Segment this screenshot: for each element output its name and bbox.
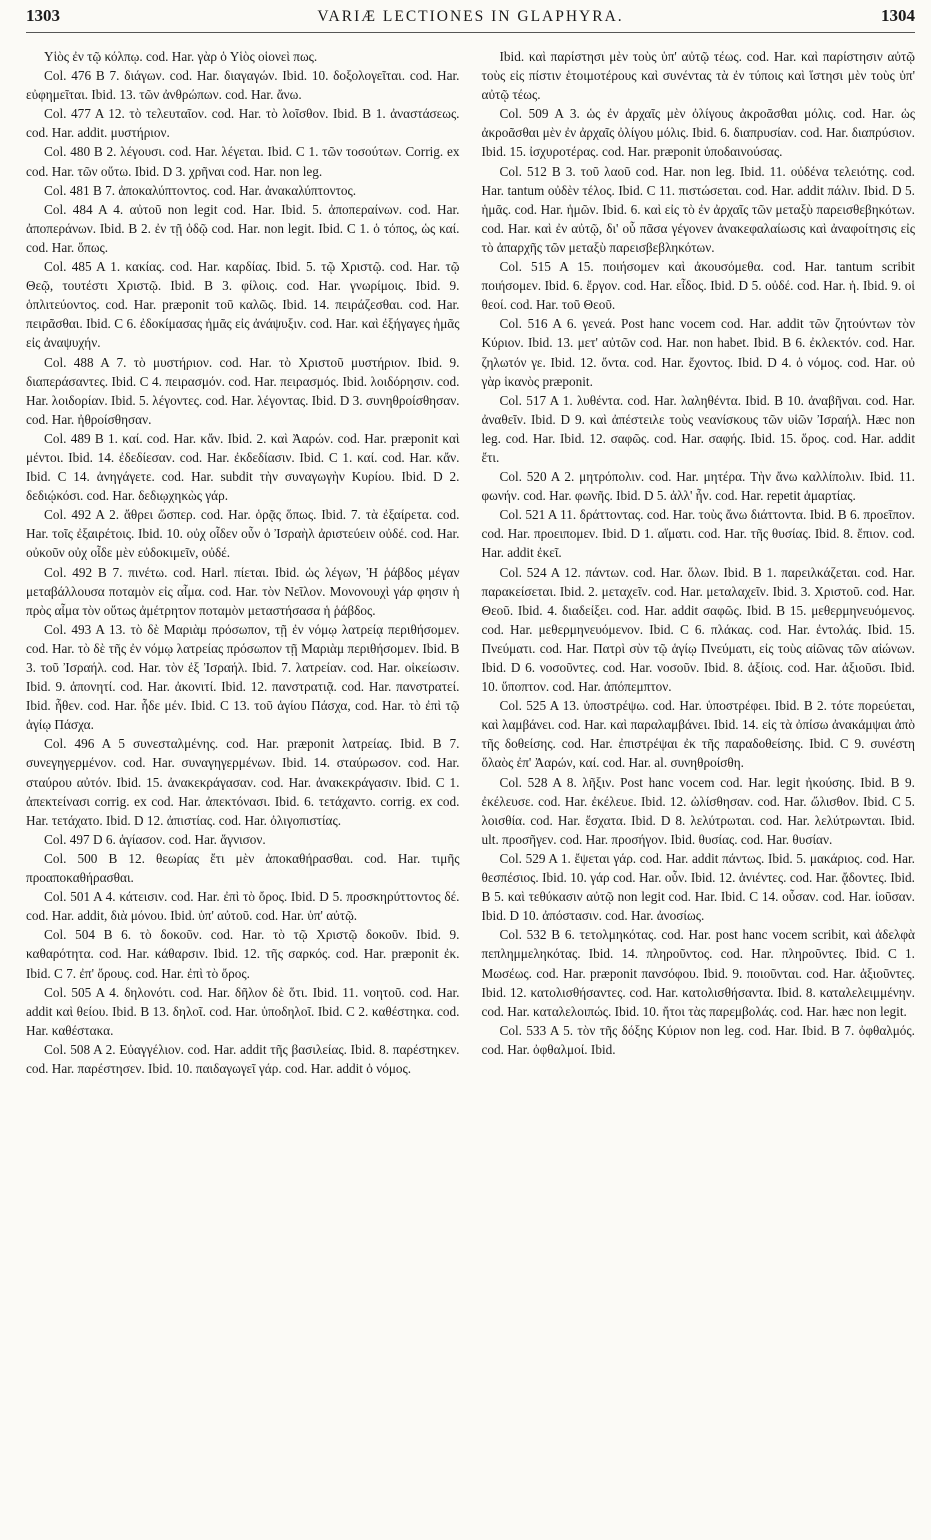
variant-entry: Col. 504 B 6. τὸ δοκοῦν. cod. Har. τὸ τῷ Χριστῷ δοκοῦν. Ibid. 9. καθαρότητα. cod. Har. κάθαρσιν. Ibid. 12. τῆς σαρκός. cod. Har. præponit ἐκ. Ibid. C 7. ἐπ' ὄρους. cod. Har. ἐπὶ τὸ ὄρος. — [26, 927, 460, 981]
variant-entry: Col. 488 A 7. τὸ μυστήριον. cod. Har. τὸ Χριστοῦ μυστήριον. Ibid. 9. διαπεράσαντες. Ibid. C 4. πειρασμόν. cod. Har. πειρασμός. Ibid. λοιδόρησιν. cod. Har. λοιδορίαν. Ibid. 5. λέγοντες. cod. Har. λέγοντας. Ibid. D 3. συνηθροίσθησαν. cod. Har. ἠθροίσθησαν. — [26, 354, 460, 427]
right-column — [482, 47, 916, 1078]
variant-entry: Col. 489 B 1. καί. cod. Har. κἄν. Ibid. 2. καὶ Ἀαρών. cod. Har. præponit καὶ μέντοι. Ibid. 14. ἐδεδίεσαν. cod. Har. ἐκδεδίασιν. Ibid. C 1. καί. cod. Har. κἄν. Ibid. C 14. ἀνηγάγετε. cod. Har. subdit τὴν συναγωγὴν Κυρίου. Ibid. D 2. δεδιῴκόσι. cod. Har. δεδιῳχηκὼς γάρ. — [26, 430, 460, 504]
variant-entry: Col. 509 A 3. ὡς ἐν ἀρχαῖς μὲν ὀλίγους ἀκροᾶσθαι μόλις. cod. Har. ὡς ἀκροᾶσθαι μὲν ἐν ἀρχαῖς ὀλίγου μόλις. Ibid. 6. διαπρυσίαν. cod. Har. διαπρύσιον. Ibid. 15. ἰσχυροτέρας. cod. Har. præponit ὑποδαινούσας. — [481, 106, 915, 160]
variant-entry: Col. 484 A 4. αὐτοῦ non legit cod. Har. Ibid. 5. ἀποπεραίνων. cod. Har. ἀποπεράνων. Ibid. B 2. ἐν τῇ ὁδῷ cod. Har. non legit. Ibid. C 1. ὁ τόπος, ὡς καί. cod. Har. ὅπως. — [26, 201, 460, 255]
variant-entry: Col. 500 B 12. θεωρίας ἔτι μὲν ἀποκαθήρασθαι. cod. Har. τιμῆς προαποκαθήρασθαι. — [26, 850, 460, 886]
variant-entry: Col. 492 A 2. ἄθρει ὥσπερ. cod. Har. ὁρᾷς ὅπως. Ibid. 7. τὰ ἐξαίρετα. cod. Har. τοῖς ἐξαιρέτοις. Ibid. 10. οὐχ οἶδεν οὖν ὁ Ἰσραὴλ ἀριστεύειν οὐδέ. cod. Har. οὐκοῦν οὐχ οἶδε μὲν εὐδοκιμεῖν, οὐδέ. — [26, 507, 460, 561]
variant-entry: Col. 481 B 7. ἀποκαλύπτοντος. cod. Har. ἀνακαλύπτοντος. — [44, 182, 357, 198]
variant-entry: Col. 532 B 6. τετολμηκότας. cod. Har. post hanc vocem scribit, καὶ ἀδελφὰ πεπλημμεληκότας. Ibid. 14. πληροῦντος. cod. Har. πληροῦντες. Ibid. C 1. Μωσέως. cod. Har. præponit πανσόφου. Ibid. 9. ποιοῦνται. cod. Har. ἀξιοῦντες. Ibid. 12. κατολισθήσαντες. cod. Har. κατολισθήσαντα. Ibid. 8. καταλελειμμένην. cod. Har. καταλελοιπώς. Ibid. 10. ἤτοι τὰς παρεμβολάς. cod. Har. hæc non legit. — [481, 927, 915, 1019]
variant-entry: Col. 496 A 5 συνεσταλμένης. cod. Har. præponit λατρείας. Ibid. B 7. συνεγηγερμένον. cod. Har. συναγηγερμένων. Ibid. 14. σταύρωσον. cod. Har. σταύρου αὐτόν. Ibid. 15. ἀνακεκράγασαν. cod. Har. ἀνακεκράγασιν. Ibid. C 1. ἀπεκτείνασι corrig. ex cod. Har. ἀπεκτόνασι. Ibid. 6. τετάχαντο. corrig. ex cod. Har. τετάχατο. Ibid. D 12. ἀπιστίας. cod. Har. ὀλιγοπιστίας. — [26, 736, 460, 828]
right-page-number: 1304 — [881, 6, 915, 25]
variant-entry: Col. 485 A 1. κακίας. cod. Har. καρδίας. Ibid. 5. τῷ Χριστῷ. cod. Har. τῷ Θεῷ, τουτέστι Χριστῷ. Ibid. B 3. φίλοις. cod. Har. γνωρίμοις. Ibid. 9. ὁπλιτεύοντος. cod. Har. præponit τοῦ καλῶς. Ibid. 14. πειράζεσθαι. cod. Har. πειρᾶσθαι. Ibid. C 6. ἐδοκίμασας ἡμᾶς εἰς ἀνάψυξιν. cod. Har. καὶ ἐξήγαγες ἡμᾶς εἰς ἀναψυχήν. — [26, 259, 460, 351]
variant-entry: Col. 515 A 15. ποιήσομεν καὶ ἀκουσόμεθα. cod. Har. tantum scribit ποιήσομεν. Ibid. 6. ἔργον. cod. Har. εἶδος. Ibid. D 5. οὐδέ. cod. Har. ἡ. Ibid. 9. οἱ θεοί. cod. Har. τοῦ Θεοῦ. — [481, 259, 915, 313]
variant-entry: Col. 529 A 1. ἔψεται γάρ. cod. Har. addit πάντως. Ibid. 5. μακάριος. cod. Har. θεσπέσιος. Ibid. 10. γάρ cod. Har. οὖν. Ibid. 12. ἀνιέντες. cod. Har. ᾄδοντες. Ibid. B 5. καὶ τεθύκασιν αὐτῷ non legit cod. Har. Ibid. C 14. οὖσαν. cod. Har. ἰοῦσαν. Ibid. D 10. ἀπόστασιν. cod. Har. ἀνοσίως. — [481, 850, 915, 924]
left-column — [26, 47, 460, 1078]
variant-entry: Col. 516 A 6. γενεά. Post hanc vocem cod. Har. addit τῶν ζητούντων τὸν Κύριον. Ibid. 13. μετ' αὐτῶν cod. Har. non habet. Ibid. B 6. ἐκλεκτόν. cod. Har. ζηλωτόν γε. Ibid. 12. ὄντα. cod. Har. ἔχοντος. Ibid. D 4. ὁ νόμος. cod. Har. οὐ γὰρ ἱκανὸς præponit. — [481, 316, 915, 389]
variant-entry: Col. 505 A 4. δηλονότι. cod. Har. δῆλον δὲ ὅτι. Ibid. 11. νοητοῦ. cod. Har. addit καὶ θείου. Ibid. B 13. δηλοῖ. cod. Har. ὑποδηλοῖ. Ibid. C 2. καθέστηκα. cod. Har. καθέστακα. — [26, 984, 460, 1038]
variant-entry: Υἱὸς ἐν τῷ κόλπῳ. cod. Har. γὰρ ὁ Υἱὸς οἱονεὶ πως. — [44, 49, 318, 64]
variant-entry: Col. 476 B 7. διάγων. cod. Har. διαγαγών. Ibid. 10. δοξολογεῖται. cod. Har. εὐφημεῖται. Ibid. 13. τῶν ἀνθρώπων. cod. Har. ἄνω. — [26, 68, 460, 103]
variant-entry: Ibid. καὶ παρίστησι μὲν τοὺς ὑπ' αὐτῷ τέως. cod. Har. καὶ παρίστησιν αὐτῷ τοὺς εἰς πίστιν ἑτοιμοτέρους καὶ συνέντας τὰ ἐν τύποις καὶ ἵστησι μὲν τοὺς ὑπ' αὐτῷ τέως. — [481, 49, 915, 103]
variant-entry: Col. 524 A 12. πάντων. cod. Har. ὅλων. Ibid. B 1. παρειλκάζεται. cod. Har. παρακείσεται. Ibid. 2. μεταχεῖν. cod. Har. μεταλαχεῖν. Ibid. 3. Χριστοῦ. cod. Har. Θεοῦ. Ibid. 4. διαδείξει. cod. Har. addit σαφῶς. Ibid. B 15. μεθερμηνευόμενος. cod. Har. μεθερμηνευόμενον. Ibid. C 6. πλάκας. cod. Har. ἐντολάς. Ibid. 15. Πνεύματι. cod. Har. Πατρὶ σὺν τῷ ἁγίῳ Πνεύματι, εἰς τοὺς αἰῶνας τῶν αἰώνων. Ibid. D 6. νοσοῦντες. cod. Har. νοσοῦν. Ibid. 8. ἀξίοις. cod. Har. ἀξιοῦσι. Ibid. 10. ὕποπτον. cod. Har. ἀπόπεμπτον. — [481, 564, 915, 695]
variant-entry: Col. 480 B 2. λέγουσι. cod. Har. λέγεται. Ibid. C 1. τῶν τοσούτων. Corrig. ex cod. Har. τῶν οὕτω. Ibid. D 3. χρῆναι cod. Har. non leg. — [26, 144, 460, 179]
variant-entry: Col. 493 A 13. τὸ δὲ Μαριὰμ πρόσωπον, τῇ ἐν νόμῳ λατρείᾳ περιθήσομεν. cod. Har. τὸ δὲ τῆς ἐν νόμῳ λατρείας πρόσωπον τῇ Μαριὰμ περιθήσομεν. Ibid. B 3. τοῦ Ἰσραήλ. cod. Har. τὸν ἐξ Ἰσραήλ. Ibid. 7. λατρείαν. cod. Har. οἰκείωσιν. Ibid. 9. ἀπονητί. cod. Har. ἀκονιτί. Ibid. 12. πανστρατιᾷ. cod. Har. πανστρατεί. Ibid. ἧθεν. cod. Har. ἧδε μέν. Ibid. C 13. τοῦ ἁγίου Πάσχα, cod. Har. τὸ ἐπὶ τῷ ἁγίῳ Πάσχα. — [26, 621, 460, 733]
variant-entry: Col. 508 A 2. Εὐαγγέλιον. cod. Har. addit τῆς βασιλείας. Ibid. 8. παρέστηκεν. cod. Har. παρέστησεν. Ibid. 10. παιδαγωγεῖ γάρ. cod. Har. addit ὁ νόμος. — [26, 1041, 460, 1076]
variant-entry: Col. 477 A 12. τὸ τελευταῖον. cod. Har. τὸ λοῖσθον. Ibid. B 1. ἀναστάσεως. cod. Har. addit. μυστήριον. — [26, 106, 460, 141]
left-page-number: 1303 — [26, 6, 60, 25]
variant-entry: Col. 501 A 4. κάτεισιν. cod. Har. ἐπὶ τὸ ὄρος. Ibid. D 5. προσκηρύττοντος δέ. cod. Har. addit, διὰ μόνου. Ibid. ὑπ' αὐτοῦ. cod. Har. ὑπ' αὐτῷ. — [26, 889, 460, 924]
variant-entry: Col. 533 A 5. τὸν τῆς δόξης Κύριον non leg. cod. Har. Ibid. B 7. ὀφθαλμός. cod. Har. ὀφθαλμοί. Ibid. — [481, 1022, 915, 1057]
variant-entry: Col. 520 A 2. μητρόπολιν. cod. Har. μητέρα. Τὴν ἄνω καλλίπολιν. Ibid. 11. φωνήν. cod. Har. φωνῆς. Ibid. D 5. ἀλλ' ἦν. cod. Har. repetit ἁμαρτίας. — [481, 469, 915, 504]
variant-entry: Col. 528 A 8. λῆξιν. Post hanc vocem cod. Har. legit ἠκούσης. Ibid. B 9. ἐκέλευσε. cod. Har. ἐκέλευε. Ibid. 12. ὠλίσθησαν. cod. Har. ὤλισθον. Ibid. C 5. λοισθία. cod. Har. ἔσχατα. Ibid. D 8. λελύτρωται. cod. Har. λελύτρωνται. Ibid. ult. προσῆγεν. cod. Har. προσήγον. Ibid. θυσίας. cod. Har. θυσίαν. — [481, 774, 915, 847]
variant-entry: Col. 512 B 3. τοῦ λαοῦ cod. Har. non leg. Ibid. 11. οὐδένα τελειότης. cod. Har. tantum οὐδὲν τέλος. Ibid. C 11. πιστώσεται. cod. Har. addit πάλιν. Ibid. D 5. ἡμᾶς. cod. Har. ἡμῶν. Ibid. 6. καὶ εἰς τὸ ἐν ἀρχαῖς τῶν μεταξὺ παρεισθεβηκότων. cod. Har. καὶ ἐν αὐτῷ, δι' οὗ πᾶσα γέγονεν ἀνακεφαλαίωσις καὶ ἀναφοίτησις εἰς τὸ ἀπαρχῆς τῶν μεταξὺ παρεισβεβληκότων. — [481, 163, 915, 255]
variant-entry: Col. 521 A 11. δράττοντας. cod. Har. τοὺς ἄνω διάττοντα. Ibid. B 6. προεῖπον. cod. Har. προειπομεν. Ibid. D 1. αἵματι. cod. Har. τῆς θυσίας. Ibid. 8. ἔπιον. cod. Har. addit ἐκεῖ. — [481, 507, 915, 561]
variant-entry: Col. 492 B 7. πινέτω. cod. Harl. πίεται. Ibid. ὡς λέγων, Ἡ ῥάβδος μέγαν μεταβάλλουσα ποταμὸν εἰς αἷμα. cod. Har. τὸν Νεῖλον. Μονονουχὶ γάρ φησιν ἡ πρὸς αἷμα τὸν οὕτως ἀμέτρητον ποταμὸν μεταστήσασα ἡ ῥάβδος. — [26, 564, 460, 618]
variant-entry: Col. 497 D 6. ἁγίασον. cod. Har. ἅγνισον. — [44, 831, 266, 847]
running-header — [26, 6, 915, 33]
two-column-body — [26, 47, 915, 1078]
running-title: VARIÆ LECTIONES IN GLAPHYRA. — [317, 8, 624, 25]
variant-entry: Col. 525 A 13. ὑποστρέψω. cod. Har. ὑποστρέφει. Ibid. B 2. τότε πορεύεται, καὶ λαμβάνει. cod. Har. καὶ παραλαμβάνει. Ibid. 14. εἰς τὰ ὀπίσω ἀνακάμψαι ἀπὸ τῆς δοθείσης. cod. Har. ἐπιστρέψαι ἐκ τῆς παραδοθείσης. Ibid. C 9. συνέστη ὅλαὸς ἐπ' Ἀαρών, καί. cod. Har. al. συνηθροίσθη. — [481, 698, 915, 771]
variant-entry: Col. 517 A 1. λυθέντα. cod. Har. λαληθέντα. Ibid. B 10. ἀναβῆναι. cod. Har. ἀναθεῖν. Ibid. D 9. καὶ ἀπέστειλε τοὺς νεανίσκους τῶν υἱῶν Ἰσραήλ. Hæc non leg. cod. Har. Ibid. 12. σαφῶς. cod. Har. σαφής. Ibid. 15. ὅρος. cod. Har. addit ἔτι. — [481, 392, 915, 465]
